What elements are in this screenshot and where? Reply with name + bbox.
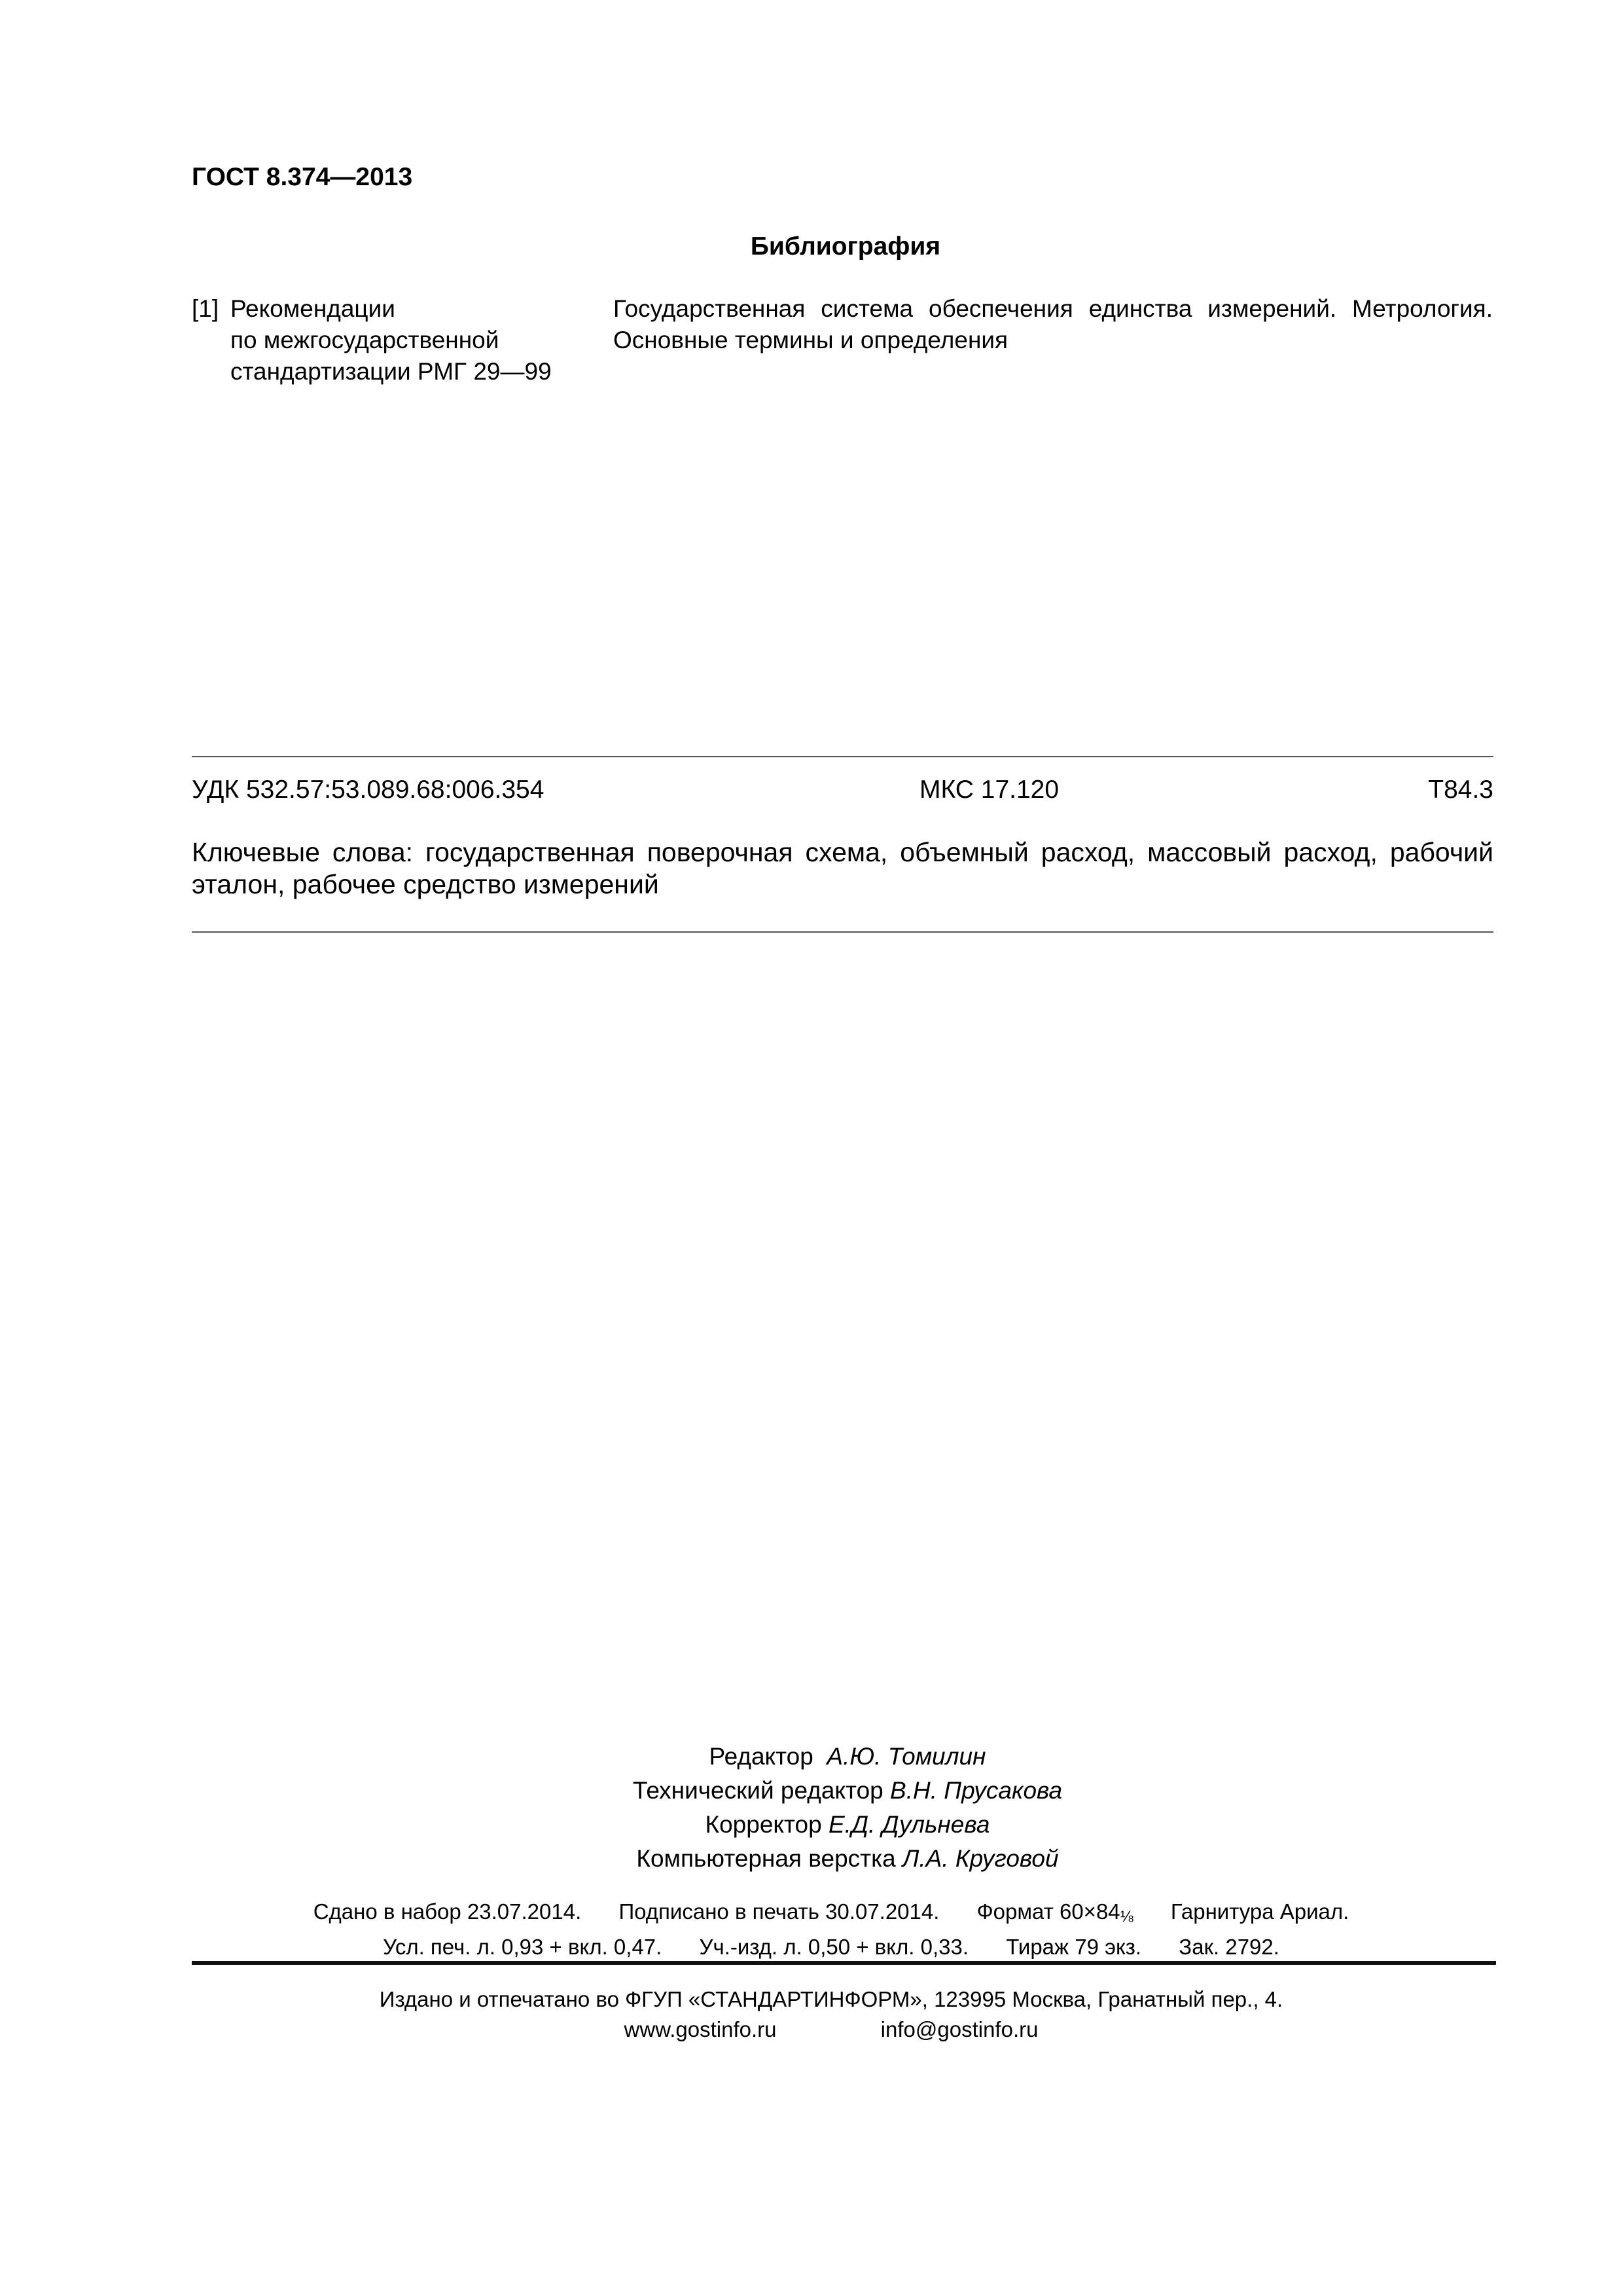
bibliography-source-line: стандартизации РМГ 29—99 [230, 358, 552, 385]
credit-name: Л.А. Круговой [902, 1845, 1059, 1872]
publisher-line: Издано и отпечатано во ФГУП «СТАНДАРТИНФОРМ», 123995 Москва, Гранатный пер., 4. [379, 1987, 1283, 2011]
keywords: Ключевые слова: государственная поверочная схема, объемный расход, массовый расход, рабочий эталон, рабочее средство измерений [192, 837, 1493, 899]
credit-name: В.Н. Прусакова [890, 1777, 1063, 1804]
credit-line [72, 1774, 1623, 1808]
imprint-typeface: Гарнитура Ариал. [1170, 1899, 1349, 1924]
classification-row [192, 774, 1493, 806]
credit-role: Корректор [705, 1811, 822, 1838]
credit-role: Редактор [709, 1743, 813, 1770]
mks-code: МКС 17.120 [919, 776, 1060, 804]
credits [0, 1740, 1623, 1876]
imprint-sent-to-set: Сдано в набор 23.07.2014. [313, 1899, 582, 1924]
bibliography-source-line: по межгосударственной [230, 327, 499, 353]
credit-name: Е.Д. Дульнева [828, 1811, 990, 1838]
credit-line [72, 1808, 1623, 1842]
imprint-print-run: Тираж 79 экз. [1006, 1935, 1142, 1959]
okstu-code: Т84.3 [1428, 776, 1493, 804]
imprint-signed-to-print: Подписано в печать 30.07.2014. [618, 1899, 940, 1924]
imprint-format-fraction: ⅛ [1120, 1908, 1133, 1926]
publisher-contacts [39, 2015, 1623, 2045]
imprint-print-sheets: Усл. печ. л. 0,93 + вкл. 0,47. [383, 1935, 662, 1959]
publisher [0, 1984, 1623, 2045]
bibliography-entry-source [230, 293, 552, 387]
imprint [0, 1897, 1623, 1962]
imprint-publishing-sheets: Уч.-изд. л. 0,50 + вкл. 0,33. [699, 1935, 969, 1959]
divider-thick [192, 1961, 1496, 1965]
document-code: ГОСТ 8.374—2013 [192, 163, 413, 191]
imprint-format: Формат 60×84 [976, 1899, 1120, 1924]
bibliography-entry-number: [1] [192, 295, 219, 322]
bibliography-source-line: Рекомендации [230, 295, 395, 322]
imprint-line-2 [39, 1932, 1623, 1962]
bibliography-entry-title: Государственная система обеспечения единства измерений. Метрология. Основные термины и определения [613, 295, 1493, 353]
divider-top [192, 756, 1493, 757]
publisher-website[interactable]: www.gostinfo.ru [624, 2017, 777, 2041]
divider-bottom [192, 931, 1493, 933]
credit-role: Технический редактор [632, 1777, 883, 1804]
publisher-email[interactable]: info@gostinfo.ru [880, 2017, 1039, 2041]
credit-role: Компьютерная верстка [636, 1845, 896, 1872]
udk-code: УДК 532.57:53.089.68:006.354 [192, 776, 544, 804]
bibliography-title: Библиография [750, 232, 941, 260]
credit-line [72, 1740, 1623, 1774]
credit-line [72, 1842, 1623, 1876]
credit-name: А.Ю. Томилин [827, 1743, 986, 1770]
imprint-order: Зак. 2792. [1179, 1935, 1279, 1959]
imprint-line-1 [39, 1897, 1623, 1932]
